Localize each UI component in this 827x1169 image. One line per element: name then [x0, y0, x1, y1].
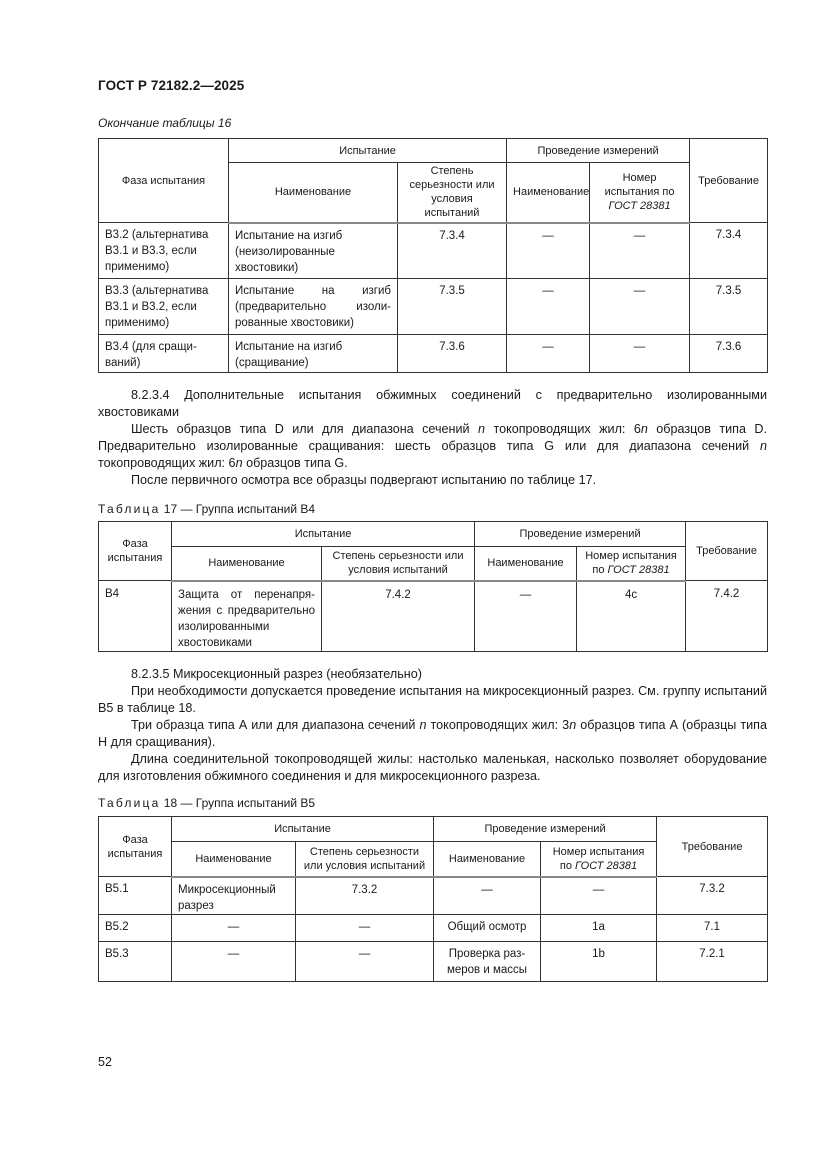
cell-severity: 7.3.2	[296, 877, 434, 915]
cell-requirement: 7.3.4	[690, 223, 768, 279]
cell-name: Испытание на изгиб (сращивание)	[229, 335, 398, 373]
section-heading: 8.2.3.4 Дополнительные испытания обжимных соединений с предварительно изолированными хвостовиками	[98, 388, 767, 419]
section-8-2-3-4	[98, 387, 767, 489]
header-test-number: Номер испытания по ГОСТ 28381	[541, 842, 657, 877]
cell-severity: 7.3.5	[398, 279, 507, 335]
cell-test-number: 1a	[541, 915, 657, 942]
header-severity: Степень серьезности или условия испытаний	[398, 163, 507, 223]
cell-phase: B3.3 (альтернатива B3.1 и B3.2, если применимо)	[99, 279, 229, 335]
header-severity: Степень серьезности или условия испытаний	[322, 547, 475, 581]
cell-measure-name: —	[475, 581, 577, 652]
table-row	[99, 581, 768, 652]
paragraph: Три образца типа А или для диапазона сечений n токопроводящих жил: 3n образцов типа А (образцы типа Н для сращивания).	[98, 718, 767, 749]
cell-severity: —	[296, 915, 434, 942]
cell-severity: 7.3.4	[398, 223, 507, 279]
paragraph: При необходимости допускается проведение испытания на микросекционный разрез. См. группу испытаний B5 в таблице 18.	[98, 684, 767, 715]
cell-test-number: —	[590, 223, 690, 279]
cell-name: —	[172, 915, 296, 942]
header-requirement: Требование	[690, 139, 768, 223]
page-number: 52	[98, 1055, 112, 1069]
cell-requirement: 7.3.5	[690, 279, 768, 335]
table-row	[99, 223, 768, 279]
header-test-group: Испытание	[172, 817, 434, 842]
table-row	[99, 877, 768, 915]
cell-measure-name: Общий осмотр	[434, 915, 541, 942]
cell-test-number: —	[541, 877, 657, 915]
table-row	[99, 335, 768, 373]
cell-name: Испытание на изгиб (неизолированные хвостовики)	[229, 223, 398, 279]
paragraph: После первичного осмотра все образцы подвергают испытанию по таблице 17.	[131, 473, 597, 487]
cell-measure-name: —	[507, 223, 590, 279]
cell-name: Микросекционный разрез	[172, 877, 296, 915]
cell-name: —	[172, 942, 296, 982]
paragraph: Шесть образцов типа D или для диапазона сечений n токопроводящих жил: 6n образцов типа D. Предварительно изолированные сращивания: шесть образцов типа G или для диапазона сечений n токопроводящих жил: 6n образцов типа G.	[98, 422, 767, 470]
cell-phase: B5.1	[99, 877, 172, 915]
header-test-name: Наименование	[229, 163, 398, 223]
cell-measure-name: —	[507, 335, 590, 373]
header-test-number: Номер испытания по ГОСТ 28381	[590, 163, 690, 223]
table16-caption: Окончание таблицы 16	[98, 116, 232, 130]
cell-measure-name: —	[507, 279, 590, 335]
gost-reference: ГОСТ 28381	[607, 564, 670, 577]
cell-severity: —	[296, 942, 434, 982]
header-requirement: Требование	[686, 522, 768, 581]
section-heading: 8.2.3.5 Микросекционный разрез (необязательно)	[131, 667, 422, 681]
cell-severity: 7.4.2	[322, 581, 475, 652]
cell-measure-name: —	[434, 877, 541, 915]
cell-severity: 7.3.6	[398, 335, 507, 373]
header-measure-group: Проведение измерений	[507, 139, 690, 163]
cell-test-number: 4c	[577, 581, 686, 652]
table-row	[99, 279, 768, 335]
header-test-group: Испытание	[229, 139, 507, 163]
cell-phase: B4	[99, 581, 172, 652]
cell-name: Испытание на изгиб (предварительно изолированные хвостовики)	[229, 279, 398, 335]
header-phase: Фаза испытания	[99, 817, 172, 877]
header-test-number: Номер испытания по ГОСТ 28381	[577, 547, 686, 581]
header-measure-name: Наименование	[475, 547, 577, 581]
table18-caption: Таблица 18 — Группа испытаний B5	[98, 796, 316, 810]
cell-test-number: —	[590, 335, 690, 373]
cell-requirement: 7.2.1	[657, 942, 768, 982]
cell-test-number: —	[590, 279, 690, 335]
header-measure-group: Проведение измерений	[475, 522, 686, 547]
cell-requirement: 7.3.6	[690, 335, 768, 373]
gost-reference: ГОСТ 28381	[575, 859, 638, 872]
header-phase: Фаза испытания	[99, 139, 229, 223]
document-header: ГОСТ Р 72182.2—2025	[98, 78, 245, 93]
cell-phase: B3.2 (альтернатива B3.1 и B3.3, если применимо)	[99, 223, 229, 279]
cell-name: Защита от перенапряжения с предварительно изолированными хвостовиками	[172, 581, 322, 652]
cell-measure-name: Проверка размеров и массы	[434, 942, 541, 982]
cell-test-number: 1b	[541, 942, 657, 982]
header-measure-name: Наименование	[434, 842, 541, 877]
cell-requirement: 7.1	[657, 915, 768, 942]
table-row	[99, 942, 768, 982]
table-18	[98, 816, 768, 982]
gost-reference: ГОСТ 28381	[608, 200, 671, 213]
table-17	[98, 521, 768, 652]
header-requirement: Требование	[657, 817, 768, 877]
header-test-name: Наименование	[172, 547, 322, 581]
table-16	[98, 138, 768, 373]
cell-requirement: 7.3.2	[657, 877, 768, 915]
header-measure-name: Наименование	[507, 163, 590, 223]
paragraph: Длина соединительной токопроводящей жилы: настолько маленькая, насколько позволяет оборудование для изготовления обжимного соединения и для микросекционного разреза.	[98, 752, 767, 783]
header-phase: Фаза испытания	[99, 522, 172, 581]
cell-phase: B5.3	[99, 942, 172, 982]
header-severity: Степень серьезности или условия испытаний	[296, 842, 434, 877]
cell-phase: B3.4 (для сращиваний)	[99, 335, 229, 373]
table17-caption: Таблица 17 — Группа испытаний B4	[98, 502, 316, 516]
header-test-name: Наименование	[172, 842, 296, 877]
table-row	[99, 915, 768, 942]
section-8-2-3-5	[98, 666, 767, 785]
header-measure-group: Проведение измерений	[434, 817, 657, 842]
cell-requirement: 7.4.2	[686, 581, 768, 652]
header-test-group: Испытание	[172, 522, 475, 547]
cell-phase: B5.2	[99, 915, 172, 942]
